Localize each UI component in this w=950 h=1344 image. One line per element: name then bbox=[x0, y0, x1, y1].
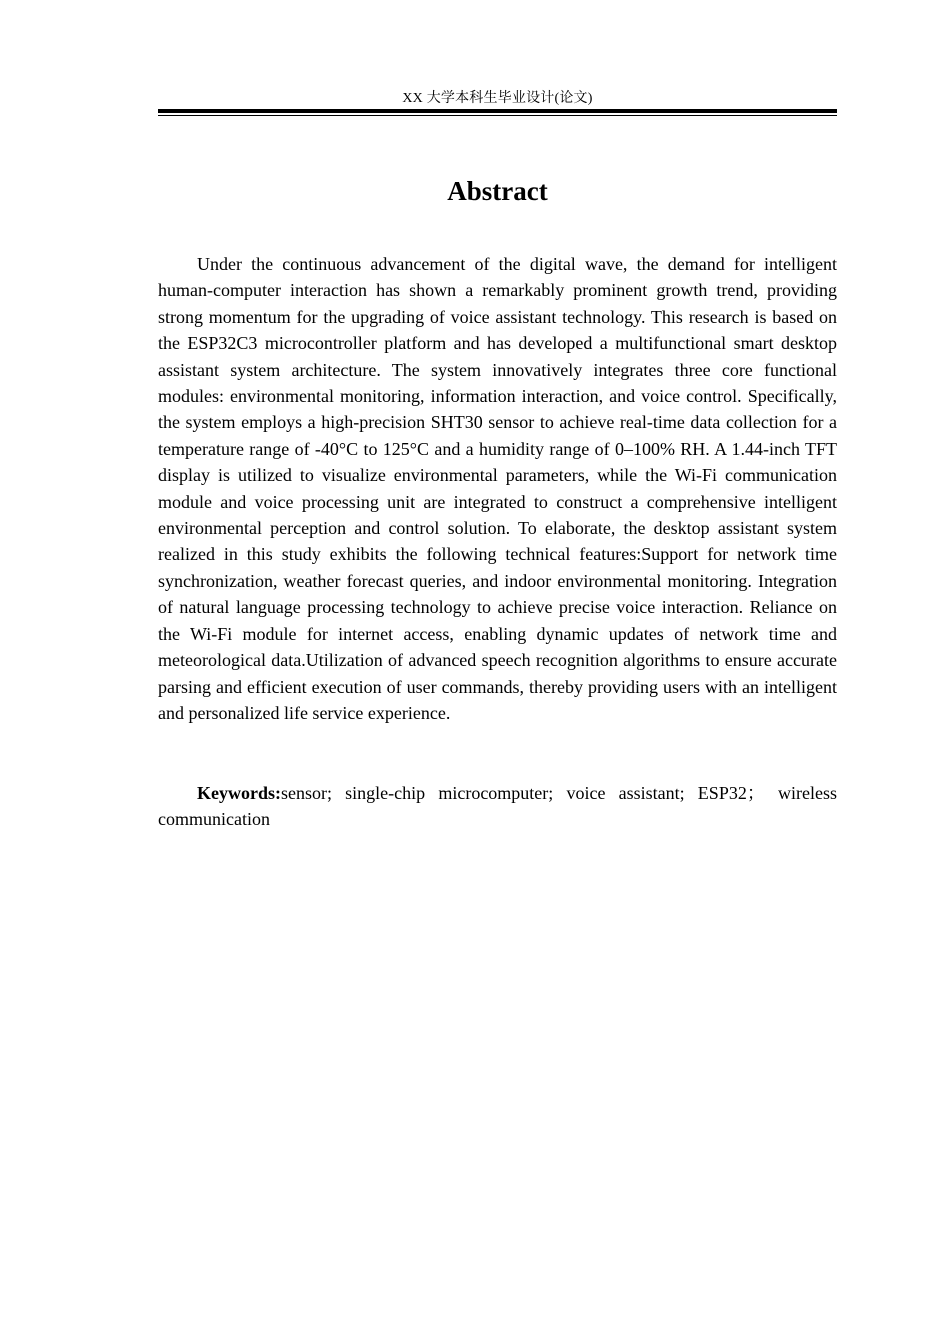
keywords-label: Keywords: bbox=[197, 783, 281, 803]
header-rule-thick bbox=[158, 109, 837, 113]
running-header: XX 大学本科生毕业设计(论文) bbox=[402, 91, 593, 106]
abstract-paragraph: Under the continuous advancement of the digital wave, the demand for intelligent human-computer interaction has shown a remarkably prominent growth trend, providing strong momentum for the upgrading of voice assistant technology. This research is based on the ESP32C3 microcontroller platform and has developed a multifunctional smart desktop assistant system architecture. The system innovatively integrates three core functional modules: environmental monitoring, information interaction, and voice control. Specifically, the system employs a high-precision SHT30 sensor to achieve real-time data collection for a temperature range of -40°C to 125°C and a humidity range of 0–100% RH. A 1.44-inch TFT display is utilized to visualize environmental parameters, while the Wi-Fi communication module and voice processing unit are integrated to construct a comprehensive intelligent environmental perception and control solution. To elaborate, the desktop assistant system realized in this study exhibits the following technical features:Support for network time synchronization, weather forecast queries, and indoor environmental monitoring. Integration of natural language processing technology to achieve precise voice interaction. Reliance on the Wi-Fi module for internet access, enabling dynamic updates of network time and meteorological data.Utilization of advanced speech recognition algorithms to ensure accurate parsing and efficient execution of user commands, thereby providing users with an intelligent and personalized life service experience. bbox=[158, 254, 837, 723]
page-title: Abstract bbox=[447, 176, 548, 206]
keywords-text: sensor; single-chip microcomputer; voice assistant; ESP32； wireless communication bbox=[158, 783, 837, 830]
keywords-line bbox=[158, 780, 837, 833]
header-rule-thin bbox=[158, 115, 837, 116]
